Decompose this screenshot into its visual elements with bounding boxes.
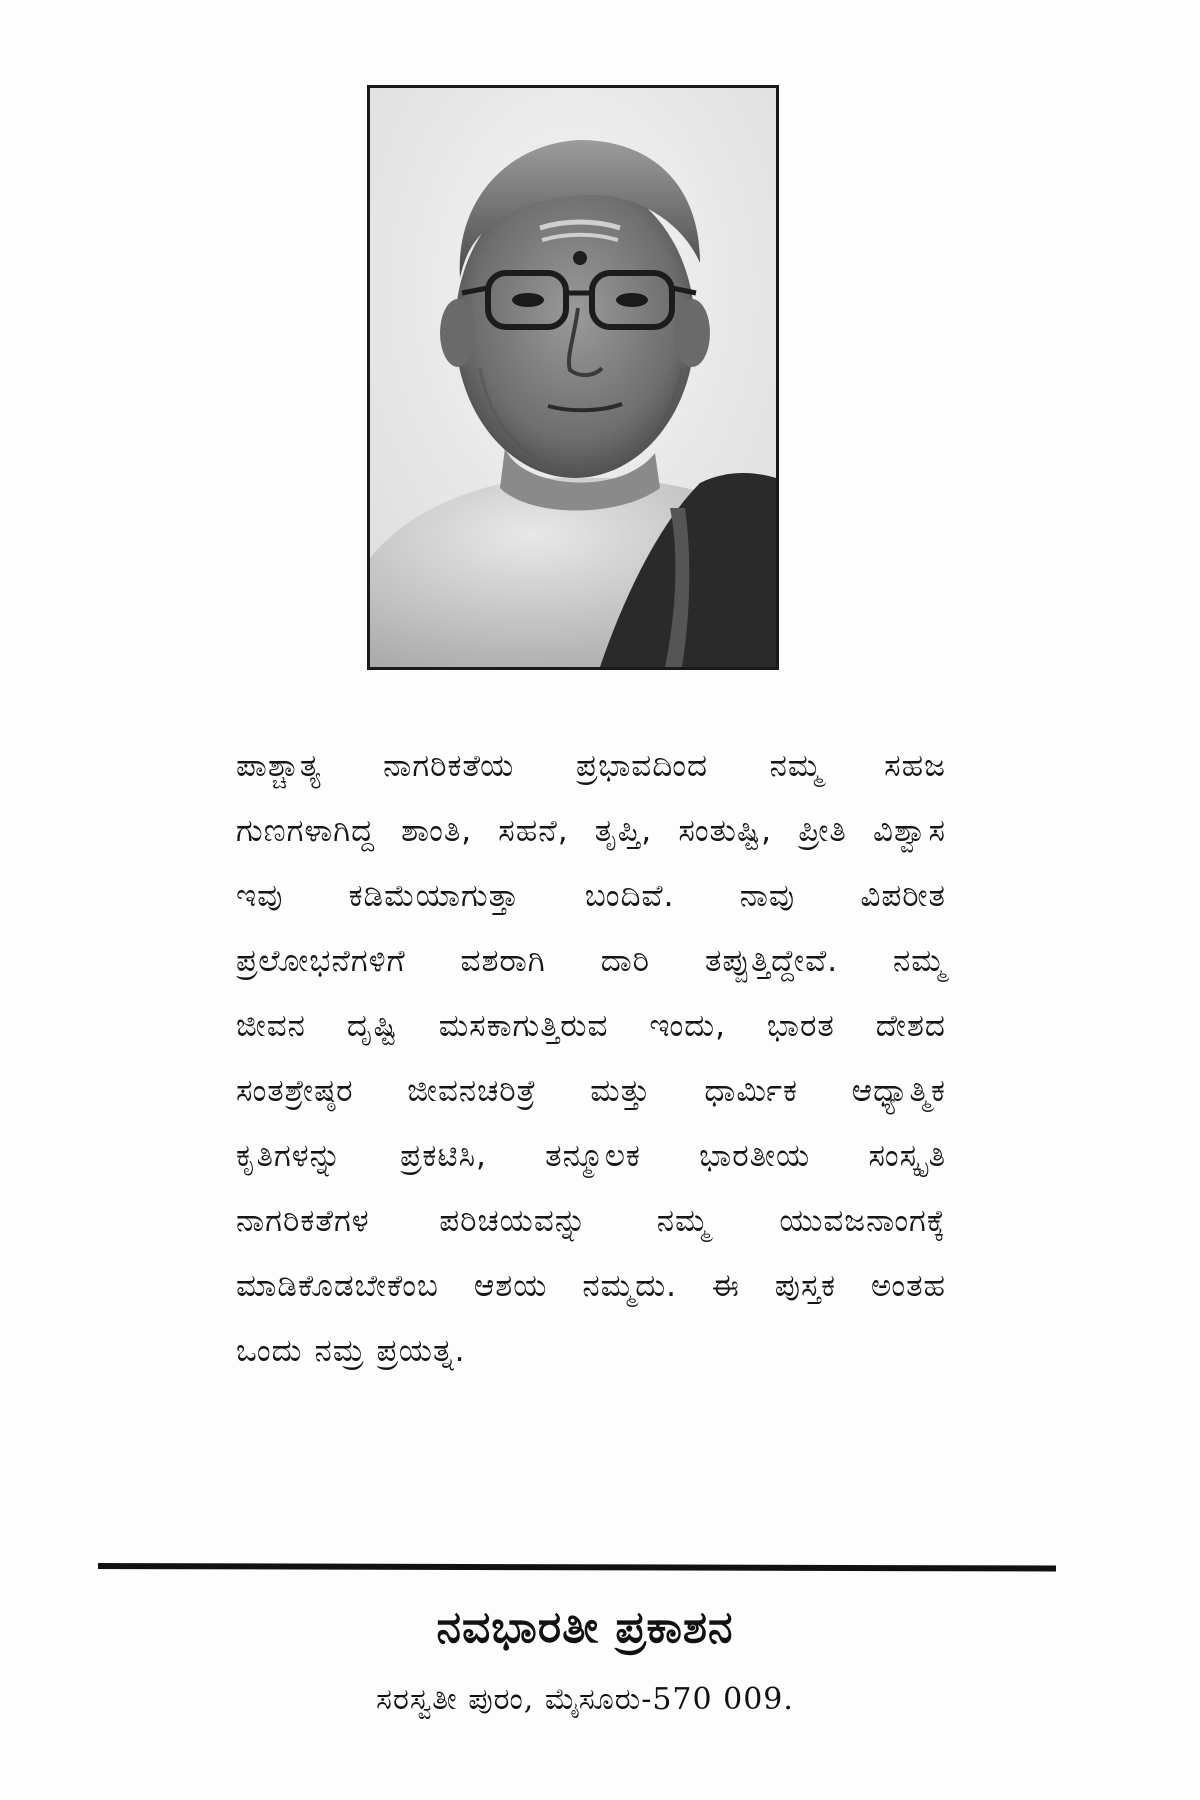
word: ನಾಗರಿಕತೆಗಳ (236, 1203, 370, 1239)
publisher-name: ನವಭಾರತೀ ಪ್ರಕಾಶನ (436, 1602, 734, 1653)
word: ಸಂತುಷ್ಟಿ, (678, 813, 773, 849)
word: ಇವು (236, 878, 284, 914)
word: ನಾವು (739, 878, 796, 914)
paragraph-line (236, 734, 946, 799)
word: ದೇಶದ (875, 1008, 946, 1044)
word: ಕಡಿಮೆಯಾಗುತ್ತಾ (348, 878, 520, 914)
word: ಸಹಜ (884, 748, 946, 784)
paragraph-line (236, 1059, 946, 1124)
word: ಬಂದಿವೆ. (584, 878, 675, 914)
paragraph-line (236, 1319, 946, 1384)
word: ನಮ್ಮ (893, 943, 946, 979)
word: ಭಾರತ (766, 1008, 835, 1044)
word: ಪರಿಚಯವನ್ನು (439, 1203, 588, 1239)
description-paragraph (236, 734, 946, 1384)
word: ಪ್ರಯತ್ನ. (376, 1333, 466, 1369)
portrait-photo (367, 85, 779, 670)
paragraph-line (236, 929, 946, 994)
word: ಇಂದು, (649, 1008, 726, 1044)
word: ಸಂಸ್ಕೃತಿ (868, 1138, 946, 1174)
word: ಒಂದು (236, 1333, 303, 1369)
word: ಶಾಂತಿ, (401, 813, 473, 849)
scan-smudge (1010, 688, 1060, 694)
word: ಮತ್ತು (590, 1073, 651, 1109)
word: ವಶರಾಗಿ (460, 943, 546, 979)
word: ನಮ್ಮ (656, 1203, 710, 1239)
word: ಈ (711, 1268, 740, 1304)
word: ಮಾಡಿಕೊಡಬೇಕೆಂಬ (236, 1268, 439, 1304)
word: ವಿಪರೀತ (860, 878, 946, 914)
word: ಜೀವನ (236, 1008, 306, 1044)
word: ಪ್ರಭಾವದಿಂದ (575, 748, 708, 784)
word: ನಮ್ರ (314, 1333, 365, 1369)
word: ಜೀವನಚರಿತ್ರೆ (407, 1073, 537, 1109)
word: ಯುವಜನಾಂಗಕ್ಕೆ (779, 1203, 946, 1239)
word: ಪ್ರಲೋಭನೆಗಳಿಗೆ (236, 943, 406, 979)
portrait-illustration (370, 88, 776, 667)
word: ಸಹನೆ, (498, 813, 569, 849)
word: ಕೃತಿಗಳನ್ನು (236, 1138, 342, 1174)
word: ದಾರಿ (600, 943, 651, 979)
word: ತನ್ಮೂಲಕ (545, 1138, 641, 1174)
paragraph-line (236, 799, 946, 864)
word: ವಿಶ್ವಾಸ (872, 813, 946, 849)
word: ಪ್ರೀತಿ (798, 813, 847, 849)
word: ಆಶಯ (473, 1268, 548, 1304)
word: ಆಧ್ಯಾತ್ಮಿಕ (851, 1073, 946, 1109)
word: ನಮ್ಮ (769, 748, 823, 784)
paragraph-line (236, 994, 946, 1059)
word: ದೃಷ್ಟಿ (346, 1008, 398, 1044)
word: ತಪ್ಪುತ್ತಿದ್ದೇವೆ. (704, 943, 839, 979)
word: ಭಾರತೀಯ (699, 1138, 811, 1174)
publisher-address: ಸರಸ್ವತೀ ಪುರಂ, ಮೈಸೂರು-570 009. (376, 1682, 794, 1717)
word: ಪಾಶ್ಚಾತ್ಯ (236, 748, 322, 784)
word: ಮಸಕಾಗುತ್ತಿರುವ (438, 1008, 609, 1044)
word: ಪುಸ್ತಕ (774, 1268, 837, 1304)
word: ನಾಗರಿಕತೆಯ (383, 748, 515, 784)
paragraph-line (236, 1189, 946, 1254)
paragraph-line (236, 864, 946, 929)
word: ಅಂತಹ (870, 1268, 946, 1304)
word: ಗುಣಗಳಾಗಿದ್ದ (236, 813, 375, 849)
paragraph-line (236, 1254, 946, 1319)
word: ಧಾರ್ಮಿಕ (704, 1073, 798, 1109)
word: ನಮ್ಮದು. (582, 1268, 678, 1304)
word: ಪ್ರಕಟಿಸಿ, (400, 1138, 487, 1174)
word: ತೃಪ್ತಿ, (594, 813, 653, 849)
word: ಸಂತಶ್ರೇಷ್ಠರ (236, 1073, 354, 1109)
paragraph-line (236, 1124, 946, 1189)
